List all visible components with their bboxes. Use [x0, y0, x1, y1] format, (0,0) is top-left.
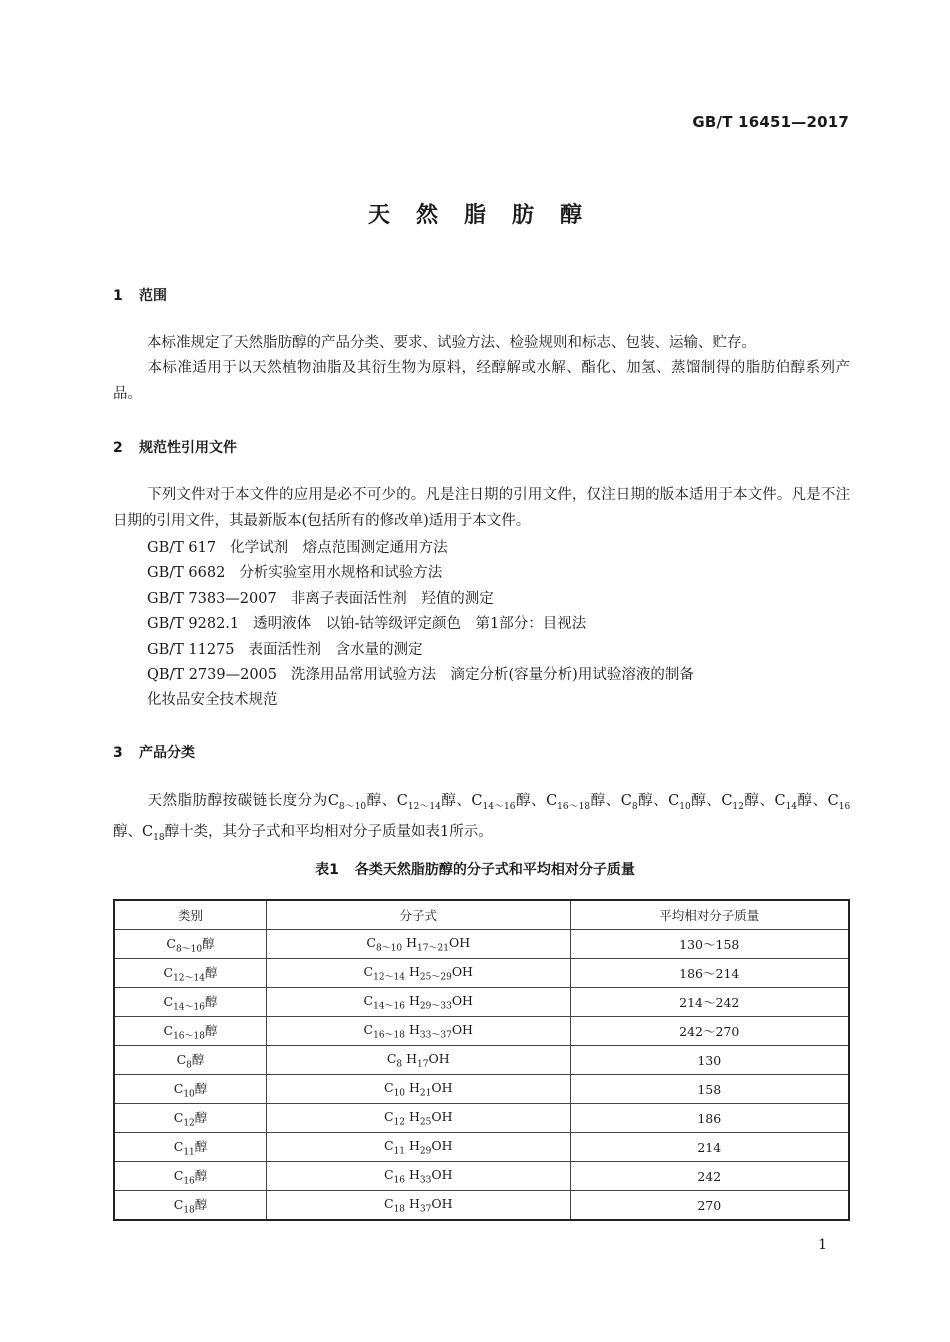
subscript: 12: [393, 1117, 406, 1128]
reference-item: [147, 587, 694, 612]
subscript: 16: [393, 1175, 406, 1186]
subscript: 8～10: [175, 944, 203, 955]
element-symbol: H: [409, 1079, 420, 1095]
mass-cell: 242: [570, 1162, 849, 1191]
section-number: 2: [113, 440, 123, 456]
section-2-paragraph: 下列文件对于本文件的应用是必不可少的。凡是注日期的引用文件，仅注日期的版本适用于本文件。凡是不注日期的引用文件，其最新版本(包括所有的修改单)适用于本文件。: [113, 487, 850, 529]
reference-code: GB/T 9282.1: [147, 616, 240, 633]
document-title: 天然脂肪醇: [367, 203, 608, 228]
category-cell: [114, 1075, 267, 1104]
element-symbol: C: [166, 935, 176, 951]
table-row: [114, 1191, 849, 1221]
element-symbol: C: [383, 1079, 394, 1095]
element-symbol: C: [396, 793, 408, 809]
table-row: [114, 1133, 849, 1162]
subscript: 8: [396, 1059, 403, 1070]
subscript: 12～14: [407, 801, 441, 812]
formula-cell: [267, 1133, 570, 1162]
reference-code: GB/T 7383—2007: [147, 590, 277, 607]
mass-cell: 130～158: [570, 930, 849, 959]
alcohol-word: 醇: [797, 793, 813, 809]
subscript: 11: [393, 1146, 406, 1157]
standard-number: GB/T 16451—2017: [692, 113, 849, 131]
table-number: 表1: [315, 862, 339, 878]
element-symbol: C: [163, 993, 174, 1009]
section-title: 范围: [139, 288, 167, 304]
subscript: 12: [732, 801, 744, 812]
subscript: 25: [419, 1117, 432, 1128]
hydroxyl-group: OH: [431, 1137, 453, 1153]
element-symbol: C: [173, 1138, 184, 1154]
formula-cell: [267, 930, 570, 959]
subscript: 8～10: [338, 801, 367, 812]
hydroxyl-group: OH: [451, 1021, 473, 1037]
element-symbol: C: [668, 793, 680, 809]
column-header-formula: 分子式: [267, 900, 570, 930]
subscript: 12: [183, 1118, 195, 1129]
formula-cell: [267, 1046, 570, 1075]
reference-item: [147, 638, 694, 663]
carbon-group: [471, 793, 532, 812]
element-symbol: C: [173, 1196, 184, 1212]
alcohol-word: 醇: [515, 793, 532, 809]
hydroxyl-group: OH: [451, 963, 473, 979]
section-number: 3: [113, 745, 123, 761]
subscript: 8: [186, 1060, 192, 1071]
section-3-paragraph: 天然脂肪醇按碳链长度分为$C_{8\sim 10}$醇、$C_{12\sim 14}$醇、$C_{14\sim 16}$醇、$C_{16\sim 18}$醇、$C_8$醇、$C_{10}$醇、$C_{12}$醇、$C_{14}$醇、$C_{16}$醇、$C_{18}$醇十类，其分子式和平均相对分子质量如表1所示。: [113, 793, 851, 844]
formula-cell: [267, 1075, 570, 1104]
category-cell: [114, 1191, 267, 1221]
subscript: 10: [679, 801, 691, 812]
carbon-group: [668, 793, 707, 812]
hydroxyl-group: OH: [451, 992, 473, 1008]
reference-name: 化学试剂 熔点范围测定通用方法: [230, 540, 448, 556]
table-row: [114, 959, 849, 988]
element-symbol: C: [383, 1137, 394, 1153]
alcohol-word: 醇: [191, 1051, 205, 1067]
table-row: [114, 1104, 849, 1133]
reference-name: 透明液体 以铂-钴等级评定颜色 第1部分：目视法: [253, 616, 587, 633]
formula-cell: [267, 988, 570, 1017]
section-3-heading: [113, 742, 195, 762]
paragraph-text: 天然脂肪醇按碳链长度分为: [147, 793, 328, 809]
carbon-group: [620, 793, 654, 812]
reference-code: QB/T 2739—2005: [147, 667, 278, 684]
subscript: 29: [419, 1146, 432, 1157]
hydroxyl-group: OH: [431, 1195, 453, 1211]
subscript: 18: [153, 833, 165, 844]
reference-code: GB/T 11275: [147, 641, 235, 658]
alcohol-word: 醇: [366, 793, 382, 809]
element-symbol: C: [620, 793, 632, 809]
alcohol-word: 醇: [194, 1080, 208, 1096]
table-caption: [0, 859, 950, 879]
element-symbol: C: [163, 964, 174, 980]
subscript: 14～16: [173, 1002, 205, 1013]
reference-item: [147, 536, 694, 561]
element-symbol: C: [471, 793, 483, 809]
mass-cell: 158: [570, 1075, 849, 1104]
subscript: 8: [631, 801, 638, 812]
subscript: 14～16: [482, 801, 516, 812]
formula-cell: [267, 1162, 570, 1191]
mass-cell: 186～214: [570, 959, 849, 988]
subscript: 16～18: [557, 801, 591, 812]
element-symbol: C: [163, 1022, 174, 1038]
alcohol-word: 醇: [194, 1167, 208, 1183]
subscript: 18: [393, 1204, 406, 1215]
reference-name: 洗涤用品常用试验方法 滴定分析(容量分析)用试验溶液的制备: [291, 667, 694, 684]
subscript: 14: [785, 801, 798, 812]
page-number: 1: [818, 1237, 827, 1253]
category-cell: [114, 1162, 267, 1191]
element-symbol: C: [721, 793, 733, 809]
element-symbol: H: [409, 1195, 420, 1211]
element-symbol: H: [406, 934, 418, 950]
formula-cell: [267, 1017, 570, 1046]
alcohol-word: 醇: [113, 824, 128, 841]
reference-name: 分析实验室用水规格和试验方法: [239, 565, 443, 582]
subscript: 16～18: [373, 1030, 406, 1041]
subscript: 17: [417, 1059, 429, 1070]
formula-cell: [267, 959, 570, 988]
subscript: 16: [838, 801, 851, 812]
alcohol-word: 醇: [690, 793, 707, 809]
alcohol-word: 醇: [204, 964, 218, 980]
alcohol-word: 醇: [194, 1196, 208, 1212]
element-symbol: C: [176, 1051, 187, 1067]
table-row: [114, 988, 849, 1017]
reference-item: [147, 612, 694, 637]
subscript: 16: [183, 1176, 195, 1187]
alcohol-word: 醇: [194, 1109, 208, 1125]
section-2-heading: [113, 437, 237, 457]
category-cell: [114, 959, 267, 988]
reference-code: GB/T 617: [147, 540, 217, 556]
reference-name: 表面活性剂 含水量的测定: [248, 641, 423, 658]
element-symbol: C: [383, 1195, 394, 1211]
column-header-category: 类别: [114, 900, 267, 930]
element-symbol: C: [173, 1167, 184, 1183]
subscript: 29～33: [419, 1001, 452, 1012]
category-cell: [114, 1017, 267, 1046]
element-symbol: H: [409, 1021, 420, 1037]
table-row: [114, 1162, 849, 1191]
element-symbol: H: [409, 963, 420, 979]
element-symbol: H: [409, 1166, 420, 1182]
subscript: 37: [419, 1204, 432, 1215]
element-symbol: H: [409, 992, 420, 1008]
reference-code: GB/T 6682: [147, 565, 226, 582]
subscript: 14～16: [373, 1001, 406, 1012]
alcohol-word: 醇: [202, 935, 215, 951]
subscript: 16～18: [173, 1031, 205, 1042]
element-symbol: C: [366, 934, 376, 950]
reference-item: [147, 688, 694, 713]
category-cell: [114, 1133, 267, 1162]
element-symbol: H: [406, 1050, 418, 1066]
element-symbol: C: [363, 963, 374, 979]
alcohol-word: 醇: [204, 993, 218, 1009]
section-title: 产品分类: [139, 745, 195, 761]
element-symbol: C: [383, 1108, 394, 1124]
subscript: 17～21: [417, 943, 449, 954]
element-symbol: C: [327, 793, 339, 809]
subscript: 11: [183, 1147, 195, 1158]
carbon-group: [721, 793, 760, 812]
reference-item: [147, 663, 694, 688]
section-1-heading: [113, 285, 167, 305]
category-cell: [114, 1104, 267, 1133]
table-row: [114, 1017, 849, 1046]
alcohol-word: 醇: [164, 824, 180, 841]
element-symbol: H: [409, 1137, 420, 1153]
mass-cell: 270: [570, 1191, 849, 1221]
carbon-group: [327, 793, 382, 812]
mass-cell: 214～242: [570, 988, 849, 1017]
mass-cell: 130: [570, 1046, 849, 1075]
section-1-paragraph-2: 本标准适用于以天然植物油脂及其衍生物为原料，经醇解或水解、酯化、加氢、蒸馏制得的脂肪伯醇系列产品。: [113, 360, 850, 402]
carbon-group: [546, 793, 606, 812]
subscript: 33～37: [419, 1030, 452, 1041]
subscript: 12～14: [373, 972, 406, 983]
formula-cell: [267, 1104, 570, 1133]
alcohol-word: 醇: [440, 793, 457, 809]
hydroxyl-group: OH: [431, 1108, 453, 1124]
subscript: 12～14: [173, 973, 205, 984]
alcohol-word: 醇: [194, 1138, 208, 1154]
reference-name: 非离子表面活性剂 羟值的测定: [290, 590, 494, 607]
paragraph-text: 十类，其分子式和平均相对分子质量如表1所示。: [179, 824, 493, 841]
hydroxyl-group: OH: [428, 1050, 450, 1066]
section-number: 1: [113, 288, 123, 304]
alcohol-classification-table: [113, 899, 850, 1221]
element-symbol: C: [774, 793, 786, 809]
element-symbol: C: [383, 1166, 394, 1182]
section-title: 规范性引用文件: [139, 440, 237, 456]
alcohol-word: 醇: [204, 1022, 218, 1038]
table-row: [114, 1075, 849, 1104]
carbon-group: [774, 793, 813, 812]
formula-cell: [267, 1191, 570, 1221]
subscript: 10: [393, 1088, 406, 1099]
element-symbol: C: [363, 1021, 374, 1037]
element-symbol: H: [409, 1108, 420, 1124]
column-header-mass: 平均相对分子质量: [570, 900, 849, 930]
subscript: 8～10: [375, 943, 403, 954]
category-cell: [114, 1046, 267, 1075]
hydroxyl-group: OH: [431, 1166, 453, 1182]
mass-cell: 242～270: [570, 1017, 849, 1046]
element-symbol: C: [173, 1109, 184, 1125]
mass-cell: 186: [570, 1104, 849, 1133]
section-1-paragraph-1: 本标准规定了天然脂肪醇的产品分类、要求、试验方法、检验规则和标志、包装、运输、贮存。: [147, 335, 756, 351]
category-cell: [114, 988, 267, 1017]
subscript: 18: [183, 1205, 195, 1216]
reference-item: [147, 561, 694, 586]
element-symbol: C: [142, 824, 154, 841]
alcohol-word: 醇: [590, 793, 606, 809]
reference-name: 化妆品安全技术规范: [147, 692, 278, 709]
element-symbol: C: [386, 1050, 397, 1066]
element-symbol: C: [173, 1080, 184, 1096]
hydroxyl-group: OH: [448, 934, 471, 950]
table-row: [114, 1046, 849, 1075]
element-symbol: C: [363, 992, 374, 1008]
alcohol-word: 醇: [743, 793, 760, 809]
element-symbol: C: [827, 793, 839, 809]
table-title: 各类天然脂肪醇的分子式和平均相对分子质量: [354, 862, 635, 878]
table-row: [114, 930, 849, 959]
alcohol-word: 醇: [637, 793, 654, 809]
table-header-row: [114, 900, 849, 930]
subscript: 33: [419, 1175, 432, 1186]
subscript: 10: [183, 1089, 195, 1100]
carbon-group: [142, 824, 180, 844]
hydroxyl-group: OH: [431, 1079, 453, 1095]
subscript: 21: [419, 1088, 432, 1099]
mass-cell: 214: [570, 1133, 849, 1162]
category-cell: [114, 930, 267, 959]
carbon-group: [396, 793, 457, 812]
element-symbol: C: [546, 793, 558, 809]
subscript: 25～29: [419, 972, 452, 983]
normative-reference-list: [147, 536, 694, 714]
